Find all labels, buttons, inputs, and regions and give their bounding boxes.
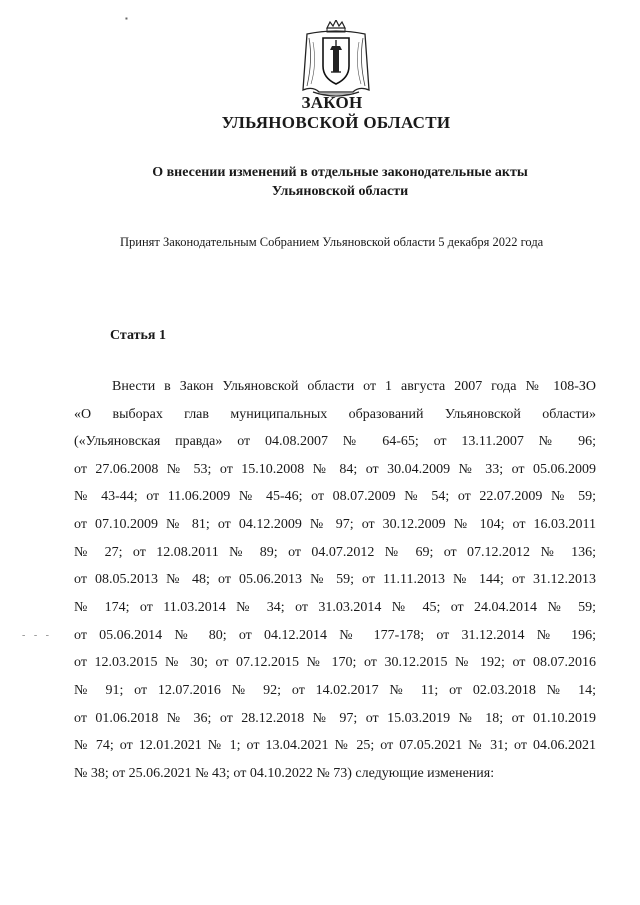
article-text-line: № 43-44; от 11.06.2009 № 45-46; от 08.07.2009 № 54; от 22.07.2009 № 59; bbox=[74, 489, 596, 504]
law-subject-line-1: О внесении изменений в отдельные законодательные акты bbox=[152, 165, 528, 180]
law-title: ЗАКОН bbox=[301, 93, 363, 112]
article-text-line: № 38; от 25.06.2021 № 43; от 04.10.2022 № 73) следующие изменения: bbox=[74, 766, 495, 781]
article-text-line: № 74; от 12.01.2021 № 1; от 13.04.2021 № 25; от 07.05.2021 № 31; от 04.06.2021 bbox=[74, 738, 596, 753]
article-text-line: № 27; от 12.08.2011 № 89; от 04.07.2012 № 69; от 07.12.2012 № 136; bbox=[74, 545, 596, 560]
margin-scan-artifact: - - - bbox=[22, 630, 52, 641]
region-title: УЛЬЯНОВСКОЙ ОБЛАСТИ bbox=[221, 113, 451, 132]
article-text-line: от 08.05.2013 № 48; от 05.06.2013 № 59; от 11.11.2013 № 144; от 31.12.2013 bbox=[74, 572, 596, 587]
scan-mark: ▪ bbox=[125, 14, 128, 23]
article-text-line: («Ульяновская правда» от 04.08.2007 № 64-65; от 13.11.2007 № 96; bbox=[74, 434, 596, 449]
article-text-line: «О выборах глав муниципальных образований Ульяновской области» bbox=[74, 407, 596, 422]
article-text-line: от 27.06.2008 № 53; от 15.10.2008 № 84; от 30.04.2009 № 33; от 05.06.2009 bbox=[74, 462, 596, 477]
article-heading: Статья 1 bbox=[110, 328, 166, 343]
article-text-line: от 01.06.2018 № 36; от 28.12.2018 № 97; от 15.03.2019 № 18; от 01.10.2019 bbox=[74, 711, 596, 726]
article-text-line: от 07.10.2009 № 81; от 04.12.2009 № 97; от 30.12.2009 № 104; от 16.03.2011 bbox=[74, 517, 596, 532]
article-text-line: Внести в Закон Ульяновской области от 1 августа 2007 года № 108-ЗО bbox=[112, 379, 596, 394]
article-text-line: от 12.03.2015 № 30; от 07.12.2015 № 170; от 30.12.2015 № 192; от 08.07.2016 bbox=[74, 655, 596, 670]
coat-of-arms-icon bbox=[299, 20, 373, 100]
article-text-line: № 91; от 12.07.2016 № 92; от 14.02.2017 № 11; от 02.03.2018 № 14; bbox=[74, 683, 596, 698]
article-text-line: № 174; от 11.03.2014 № 34; от 31.03.2014 № 45; от 24.04.2014 № 59; bbox=[74, 600, 596, 615]
adoption-note: Принят Законодательным Собранием Ульяновской области 5 декабря 2022 года bbox=[120, 235, 544, 249]
article-text-line: от 05.06.2014 № 80; от 04.12.2014 № 177-178; от 31.12.2014 № 196; bbox=[74, 628, 596, 643]
law-subject-line-2: Ульяновской области bbox=[271, 184, 409, 199]
